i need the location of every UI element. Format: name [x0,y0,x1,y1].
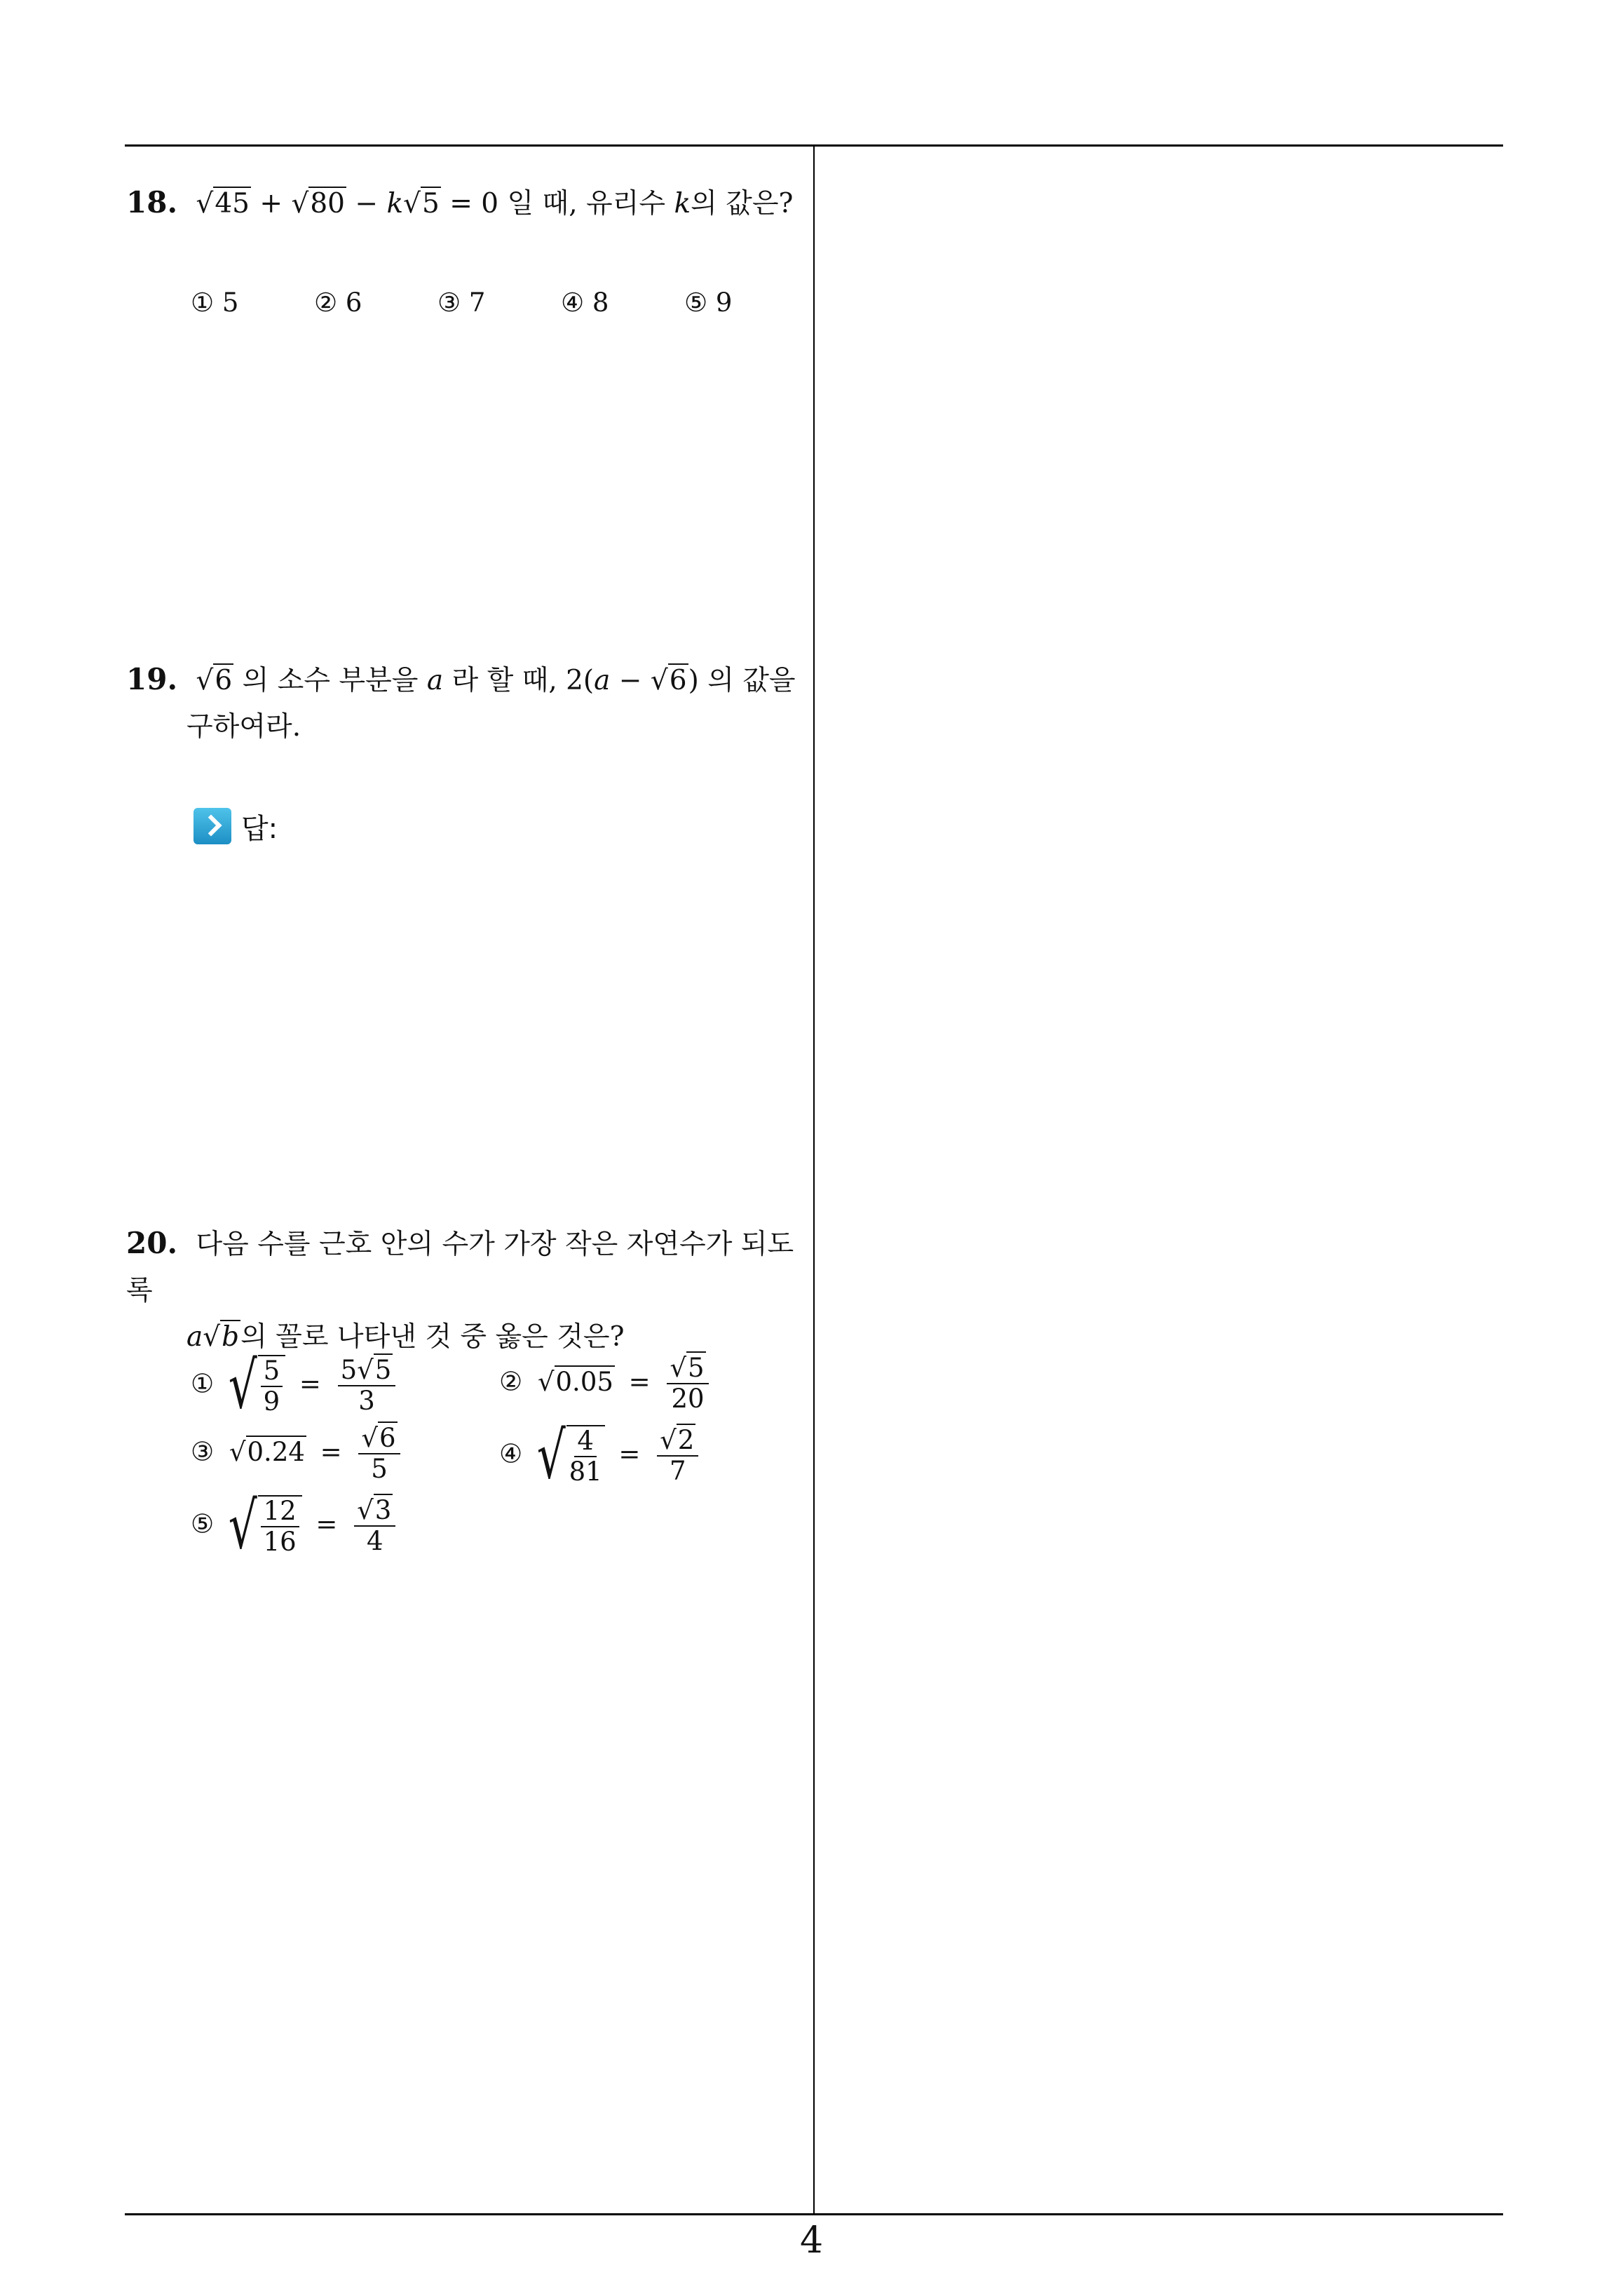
question-number: 18. [126,185,178,220]
sqrt-expression: √6 [196,665,233,696]
column-divider [813,146,815,2215]
choice-1[interactable]: ① 5 [191,288,239,318]
choice-1[interactable]: ① √ $\frac{5}{9}$ = $\frac{5√5}{3}$ [191,1353,398,1418]
choice-4[interactable]: ④ 8 [561,288,609,318]
sqrt-expression: √45 [196,188,250,220]
variable: k [674,188,691,220]
choice-5[interactable]: ⑤ √ $\frac{12}{16}$ = $\frac{√3}{4}$ [191,1494,398,1558]
sqrt-expression: √6 [650,665,687,696]
question-text: 의 값은? [691,188,794,220]
choice-3[interactable]: ③ 7 [437,288,486,318]
question-number: 20. [126,1226,178,1260]
question-text: 다음 수를 근호 안의 수가 가장 작은 자연수가 되도록 [126,1229,794,1306]
bottom-rule [125,2213,1503,2215]
question-18: 18. √45 + √80 − k√5 = 0 일 때, 유리수 k의 값은? [126,180,793,227]
choice-4[interactable]: ④ √ $\frac{4}{81}$ = $\frac{√2}{7}$ [499,1424,701,1488]
sqrt-expression: √5 [403,188,440,220]
question-text: ) 의 값을 [688,665,796,696]
answer-label: 답: [241,813,278,845]
page-number: 4 [799,2220,824,2262]
question-19: 19. √6 의 소수 부분을 a 라 할 때, 2(a − √6) 의 값을 구하여라. [126,656,806,750]
question-text: 의 소수 부분을 [242,665,419,696]
question-20 [126,1220,806,1360]
choice-3[interactable]: ③ √0.24 = $\frac{√6}{5}$ [191,1424,403,1484]
answer-arrow-icon [193,808,231,844]
variable: a [426,665,444,696]
sqrt-expression: √80 [291,188,345,220]
question-text-line2: 구하여라. [186,711,301,743]
question-text: = 0 일 때, 유리수 [449,188,666,220]
choice-2[interactable]: ② √0.05 = $\frac{√5}{20}$ [499,1353,712,1414]
choice-5[interactable]: ⑤ 9 [684,288,733,318]
question-text: 라 할 때, 2( [451,665,595,696]
choice-2[interactable]: ② 6 [314,288,362,318]
question-text-line2: a√b의 꼴로 나타낸 것 중 옳은 것은? [186,1321,625,1353]
question-number: 19. [126,662,178,696]
